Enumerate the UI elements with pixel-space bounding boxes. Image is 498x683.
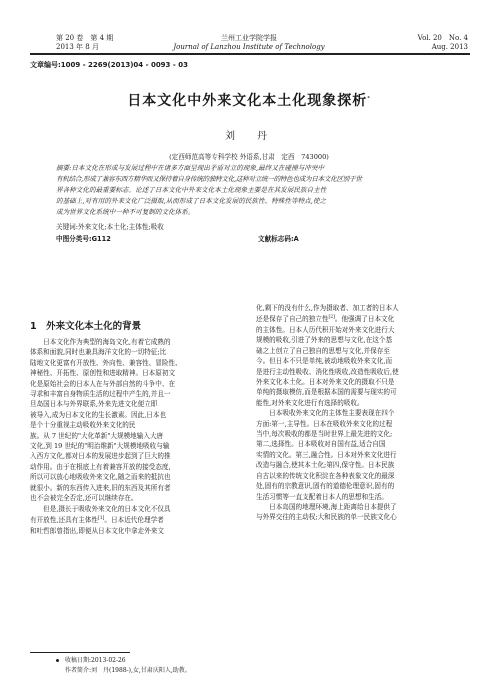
text-line: 外来文化本土化。日本对外来文化的摄取不只是	[256, 378, 395, 387]
text-line: 规模的吸收,引进了外来的思想与文化,在这个基	[256, 336, 393, 345]
abstract-line: 成为世界文化系统中一种不可复制的文化体系。	[56, 208, 195, 216]
citation: [2]	[328, 315, 335, 321]
text-line: 处,固有的宗教意识,固有的道德伦理意识,固有的	[256, 482, 395, 491]
header-rule	[30, 53, 470, 55]
text-line: 陆地文化更富有开放性、外向性、兼容性、冒险性、	[30, 358, 182, 367]
section-heading: 1 外来文化本土化的背景	[30, 321, 142, 332]
text-line: 动作用。由于在根底上有着兼容开放的接受态度,	[30, 462, 171, 471]
paper-title: 日本文化中外来文化本土化现象探析*	[127, 93, 371, 109]
text-line: 有开放性,还具有主体性[1]。日本近代伦理学者	[30, 515, 164, 525]
text-line: 今。但日本不只是单纯,被动地吸收外来文化,而	[256, 357, 393, 366]
abstract-line: 有机结合,形成了兼容东西方精华而又保持着自身传统的独特文化,这种对立统一的特色也成为日本文化区别于世	[56, 175, 362, 183]
left-column	[30, 337, 245, 536]
text-line: 体系和面貌,同时也兼具海洋文化的一切特征;比	[30, 348, 167, 357]
text-line: 日本文化作为典型的海岛文化,有着它成熟的	[30, 338, 171, 346]
text-line: 当中,每次吸收的都是当时世界上最先进的文化;	[256, 430, 393, 439]
right-column	[256, 303, 471, 523]
citation: [1]	[98, 515, 105, 521]
text-line: 入西方文化,都对日本的发展进步起到了巨大的推	[30, 452, 171, 461]
text-line: 化是原始社会的日本人在与外部自然的斗争中、在	[30, 379, 176, 388]
text-line: 改造与融合,使其本土化;第四,保守性。日本民族	[256, 461, 395, 470]
document-code: 文献标志码:A	[258, 235, 299, 243]
text-line: 但是,摄长于吸收外来文化的日本文化不仅具	[30, 504, 171, 513]
text-line: 础之上创立了自己独自的思想与文化,并保存至	[256, 346, 390, 355]
bullet-icon	[56, 659, 59, 662]
text-line: 能性,对外来文化进行有选择的吸收。	[256, 398, 364, 407]
text-line: 第二,选择性。日本吸收对自国有益,适合自国	[256, 440, 386, 449]
abstract-line: 摘要:日本文化在形成与发展过程中在诸多方面呈现出矛盾对立的现象,最终又在碰撞与冲突中	[56, 164, 325, 172]
text-line: 实情的文化。第三,融合性。日本对外来文化进行	[256, 450, 397, 459]
text-line: 生活习惯等一直支配着日本人的思想和生活。	[256, 492, 388, 501]
header-date-en: Aug. 2013	[431, 43, 468, 51]
text-line: 所以可以放心地吸收外来文化,随之而来的抵抗也	[30, 473, 171, 482]
text-line: 旦岛国日本与外界联系,外来先进文化便立即	[30, 400, 158, 409]
footnote-author: 作者简介:刘 丹(1988-),女,甘肃庆阳人,助教。	[65, 667, 191, 674]
abstract-line: 界各种文化的最重要标志。论述了日本文化中外来文化本土化现象主要是在其发展民族自主性	[56, 186, 327, 194]
text-line: 自古以来的传统文化积淀在各种表象文化的最深	[256, 471, 395, 480]
header-volume-en: Vol. 20 No. 4	[417, 34, 468, 42]
text-line: 方面:第一,主导性。日本在吸收外来文化的过程	[256, 419, 393, 428]
article-number: 文章编号:1009 - 2269(2013)04 - 0093 - 03	[30, 61, 188, 69]
text-line: 化,剩下的没有什么,作为摄取者、加工者的日本人	[256, 304, 399, 312]
text-line: 是进行主动性吸收、消化性吸收,改造性吸收后,使	[256, 367, 399, 376]
text-line: 的主体性。日本人历代积开始对外来文化进行大	[256, 326, 395, 334]
author-name: 刘 丹	[225, 131, 273, 142]
header-date: 2013 年 8 月	[56, 43, 99, 51]
header-journal-en: Journal of Lanzhou Institute of Technology	[173, 43, 325, 51]
text-line: 神秘性、开拓性、原创性和进取精神。日本原初文	[30, 369, 176, 378]
clc-number: 中图分类号:G112	[56, 235, 111, 243]
text-line: 文化,到 19 世纪的"明治维新"大规模地吸收与输	[30, 442, 170, 451]
text-line: 和吐哲郎曾指出,即便从日本文化中拿走外来文	[30, 526, 164, 535]
text-line: 日本吸收外来文化的主体性主要表现在四个	[256, 409, 395, 418]
text-line: 是个十分重视主动吸收外来文化的民	[30, 421, 136, 430]
abstract-line: 的基础上,对有用的外来文化广泛摄取,从而形成了日本文化发展的民族性、特殊性等特点,使之	[56, 197, 327, 205]
text-line: 与外界交往的主动权;大和民族的单一民族文化心	[256, 513, 397, 522]
text-line: 族。从 7 世纪的"大化革新"大规模地输入大唐	[30, 431, 164, 440]
text-line: 也不会被完全否定,还可以继续存在。	[30, 494, 138, 503]
text-line: 就很小。新的东西传入进来,旧的东西及其所有者	[30, 483, 171, 492]
text-line: 单纯的摄取模仿,而是根据本国的需要与现实的可	[256, 388, 397, 397]
text-line: 日本岛国的地理环境,海上距离给日本提供了	[256, 502, 397, 511]
header-volume: 第 20 卷 第 4 期	[56, 34, 114, 42]
abstract	[56, 163, 442, 218]
footnote-rule	[30, 652, 130, 653]
text-line: 寻求和丰富自身物质生活的过程中产生的,并且一	[30, 390, 171, 399]
footnote-received: 收稿日期:2013-02-26	[56, 656, 126, 665]
author-affiliation: (定西师范高等专科学校 外语系,甘肃 定西 743000)	[169, 153, 329, 161]
text-line: 被导入,成为日本文化的生长激素。因此,日本也	[30, 410, 167, 419]
text-line: 还是保存了自己的独立性[2]。他强调了日本文化	[256, 315, 395, 324]
keywords: 关键词:外来文化;本土化;主体性;吸收	[56, 223, 164, 231]
header-journal-cn: 兰州工业学院学报	[221, 34, 277, 42]
